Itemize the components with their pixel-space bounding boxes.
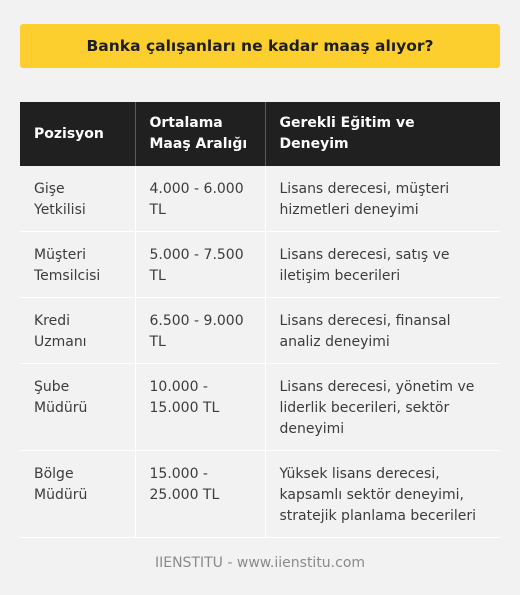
column-header-salary: Ortalama Maaş Aralığı [135, 102, 265, 166]
cell-position: Şube Müdürü [20, 364, 135, 451]
table-row [20, 166, 500, 232]
cell-salary: 6.500 - 9.000 TL [135, 298, 265, 364]
table-row [20, 451, 500, 538]
cell-requirements: Lisans derecesi, yönetim ve liderlik becerileri, sektör deneyimi [265, 364, 500, 451]
column-header-requirements: Gerekli Eğitim ve Deneyim [265, 102, 500, 166]
footer-credit: IIENSTITU - www.iienstitu.com [154, 555, 366, 571]
cell-requirements: Lisans derecesi, finansal analiz deneyimi [265, 298, 500, 364]
cell-position: Bölge Müdürü [20, 451, 135, 538]
table-row [20, 298, 500, 364]
cell-requirements: Lisans derecesi, satış ve iletişim becerileri [265, 232, 500, 298]
cell-salary: 5.000 - 7.500 TL [135, 232, 265, 298]
page-title: Banka çalışanları ne kadar maaş alıyor? [20, 24, 500, 68]
cell-position: Kredi Uzmanı [20, 298, 135, 364]
table-row [20, 232, 500, 298]
table-row [20, 364, 500, 451]
cell-salary: 15.000 - 25.000 TL [135, 451, 265, 538]
cell-requirements: Yüksek lisans derecesi, kapsamlı sektör deneyimi, stratejik planlama becerileri [265, 451, 500, 538]
cell-position: Gişe Yetkilisi [20, 166, 135, 232]
cell-position: Müşteri Temsilcisi [20, 232, 135, 298]
cell-salary: 10.000 - 15.000 TL [135, 364, 265, 451]
column-header-position: Pozisyon [20, 102, 135, 166]
cell-requirements: Lisans derecesi, müşteri hizmetleri deneyimi [265, 166, 500, 232]
cell-salary: 4.000 - 6.000 TL [135, 166, 265, 232]
salary-table [20, 102, 500, 538]
table-header-row [20, 102, 500, 166]
